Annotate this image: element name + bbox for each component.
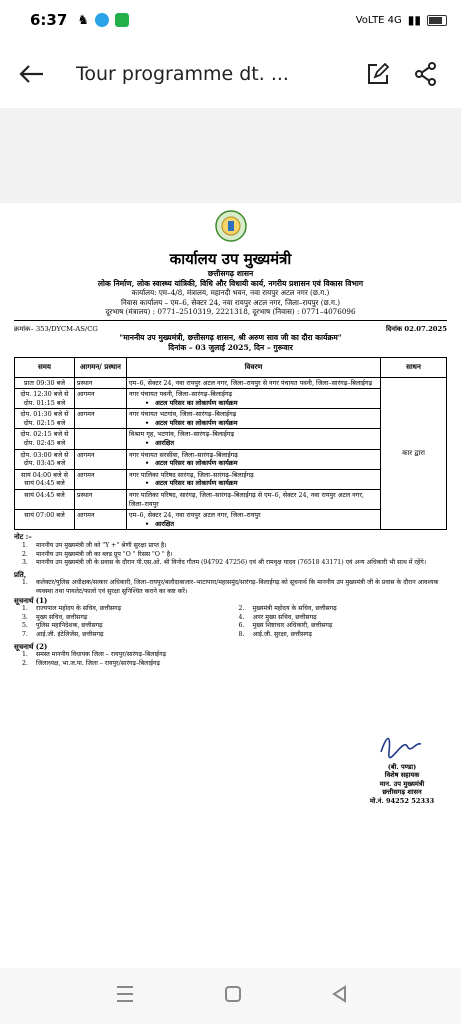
government-emblem-icon <box>214 209 248 243</box>
app-icon <box>95 13 109 27</box>
col-time-header: समय <box>15 357 75 377</box>
info2-label: सूचनार्थ (2) <box>14 641 48 651</box>
signal-icon: ▮▮ <box>407 13 421 27</box>
row-type: आगमन <box>75 409 127 429</box>
document-title: Tour programme dt. ... <box>76 63 289 85</box>
row-time: प्रातः 09:30 बजे <box>15 377 75 389</box>
divider <box>14 320 447 321</box>
col-type-header: आगमन/ प्रस्थान <box>75 357 127 377</box>
status-time: 6:37 <box>30 11 68 29</box>
info-text: मुख्य सचिव, छत्तीसगढ़ <box>36 613 88 621</box>
row-event: • अटल परिसर का लोकार्पण कार्यक्रम <box>129 479 378 488</box>
row-event: • अटल परिसर का लोकार्पण कार्यक्रम <box>129 459 378 468</box>
note-item: 1. माननीय उप मुख्यमंत्री जी को "Y +" श्रेणी सुरक्षा प्राप्त है। <box>22 542 167 549</box>
row-description: नगर पालिका परिषद, सारंगढ़, जिला–सारंगढ़–बिलाईगढ़ से एम–6, सेक्टर 24, नवा रायपुर अटल नगर, जिला–रायपुर <box>129 491 364 508</box>
row-details <box>127 429 381 449</box>
row-type: आगमन <box>75 389 127 409</box>
row-details <box>127 449 381 469</box>
reference-row <box>14 324 447 333</box>
row-type: आगमन <box>75 510 127 530</box>
reference-number: क्रमांक– 353/DYCM-AS/CG <box>14 324 98 333</box>
row-details <box>127 377 381 389</box>
vehicle-cell: कार द्वारा <box>381 377 447 530</box>
info-text: पुलिस महानिदेशक, छत्तीसगढ़ <box>36 622 103 630</box>
note-text: माननीय उप मुख्यमंत्री जी के प्रवास के दौरान पी.एस.ओ. श्री विनोद गौतम (94792 47256) एवं श्री रामवृक्ष यादव (76518 43171) एवं अन्य अधिकारी भी साथ में रहेंगे। <box>36 559 427 567</box>
document-viewer[interactable] <box>0 108 461 968</box>
signatory-office: मान. उप मुख्यमंत्री <box>379 779 425 788</box>
row-description: नगर पालिका परिषद सारंगढ़, जिला–सारंगढ़–बिलाईगढ़ <box>129 470 254 479</box>
info-text: मुख्य शिष्टाचार अधिकारी, छत्तीसगढ़ <box>252 622 333 630</box>
row-details <box>127 409 381 429</box>
row-time: दोप. 03:00 बजे से दोप. 03:45 बजे <box>15 449 75 469</box>
row-type <box>75 429 127 449</box>
info-item: 5. पुलिस महानिदेशक, छत्तीसगढ़ <box>22 622 103 630</box>
note-text: माननीय उप मुख्यमंत्री जी को "Y +" श्रेणी सुरक्षा प्राप्त है। <box>36 542 167 549</box>
row-type: आगमन <box>75 449 127 469</box>
notes-section <box>14 533 447 668</box>
table-row <box>15 377 447 389</box>
system-nav-bar <box>0 968 461 1024</box>
note-text: माननीय उप मुख्यमंत्री जी का ब्लड ग्रुप "O " रिसस "O " है। <box>36 550 173 558</box>
col-vehicle-header: साधन <box>381 357 447 377</box>
person-icon: ♞ <box>77 12 89 28</box>
program-date: दिनांक – 03 जुलाई 2025, दिन – गुरूवार <box>168 342 293 352</box>
table-header-row <box>15 357 447 377</box>
row-event: • आरक्षित <box>129 520 378 529</box>
back-arrow-icon[interactable] <box>18 64 48 84</box>
signature-block <box>357 730 447 806</box>
info1-list <box>14 605 447 639</box>
schedule-table <box>14 357 447 531</box>
row-event: • अटल परिसर का लोकार्पण कार्यक्रम <box>129 419 378 428</box>
row-details <box>127 469 381 489</box>
status-bar <box>0 0 461 40</box>
info-text: समस्त माननीय विधायक जिला – रायपुर/सारंगढ़–बिलाईगढ़ <box>36 651 167 659</box>
home-icon[interactable] <box>224 985 242 1007</box>
info-item: 1. राज्यपाल महोदय के सचिव, छत्तीसगढ़ <box>22 605 122 613</box>
row-details <box>127 490 381 510</box>
row-event: • आरक्षित <box>129 439 378 448</box>
row-time: सायं 07:00 बजे <box>15 510 75 530</box>
app-bar <box>0 40 461 108</box>
row-description: नगर पंचायत भटगांव, जिला–सारंगढ़–बिलाईगढ़ <box>129 410 237 419</box>
row-details <box>127 510 381 530</box>
row-description: एम–6, सेक्टर 24, नवा रायपुर अटल नगर, जिला–रायपुर <box>129 511 261 520</box>
signatory-title: विशेष सहायक <box>384 771 420 780</box>
office-name: कार्यालय उप मुख्यमंत्री <box>169 250 292 268</box>
signatory-name: (बी. पण्डा) <box>387 762 417 771</box>
row-description: नगर पंचायत पवनी, जिला–सारंगढ़–बिलाईगढ़ <box>129 390 233 399</box>
info-item: 1. समस्त माननीय विधायक जिला – रायपुर/सारंगढ़–बिलाईगढ़ <box>22 651 167 659</box>
info-text: जिलाध्यक्ष, भा.ज.पा. जिला – रायपुर/सारंगढ़–बिलाईगढ़ <box>36 659 160 667</box>
share-icon[interactable] <box>409 57 443 91</box>
status-right <box>356 13 447 27</box>
info-text: राज्यपाल महोदय के सचिव, छत्तीसगढ़ <box>36 605 122 613</box>
residence-address: निवास कार्यालय – एम–6, सेक्टर 24, नवा रायपुर अटल नगर, जिला–रायपुर (छ.ग.) <box>120 297 341 307</box>
info-item: 7. आई.जी. इंटेलिजेंस, छत्तीसगढ़ <box>22 630 104 638</box>
subject-line: "माननीय उप मुख्यमंत्री, छत्तीसगढ़ शासन, श्री अरुण साव जी का दौरा कार्यक्रम" <box>119 332 342 342</box>
row-details <box>127 389 381 409</box>
row-time: सायं 04:00 बजे से सायं 04:45 बजे <box>15 469 75 489</box>
info1-label: सूचनार्थ (1) <box>14 595 48 605</box>
info-item: 4. अपर मुख्य सचिव, छत्तीसगढ़ <box>238 613 317 621</box>
row-type: प्रस्थान <box>75 377 127 389</box>
row-description: एम–6, सेक्टर 24, नवा रायपुर अटल नगर, जिला–रायपुर से नगर पंचायत पवनी, जिला–सारंगढ़–बिलाईगढ़ <box>129 378 373 387</box>
info-text: अपर मुख्य सचिव, छत्तीसगढ़ <box>252 613 317 621</box>
note-item: 3. माननीय उप मुख्यमंत्री जी के प्रवास के दौरान पी.एस.ओ. श्री विनोद गौतम (94792 47256) एवं श्री रामवृक्ष यादव (76518 43171) एवं अन्य अधिकारी भी साथ में रहेंगे। <box>22 559 427 567</box>
info-item: 3. मुख्य सचिव, छत्तीसगढ़ <box>22 613 88 621</box>
copy-to-label: प्रति, <box>14 569 27 579</box>
office-address: कार्यालय: एम–4/8, मंत्रालय, महानदी भवन, नवा रायपुर अटल नगर (छ.ग.) <box>131 288 330 297</box>
notes-label: नोट :– <box>14 532 32 542</box>
row-description: विश्राम गृह, भटगांव, जिला–सारंगढ़–बिलाईगढ़ <box>129 430 235 439</box>
row-time: दोप. 02:15 बजे से दोप. 02:45 बजे <box>15 429 75 449</box>
copy-to-text: कलेक्टर/पुलिस अधीक्षक/सत्कार अधिकारी, जिला–रायपुर/बलौदाबाजार–भाटापारा/महासमुंद/सारंगढ़–बिलाईगढ़ को सूचनार्थ कि माननीय उप मुख्यमंत्री जी के प्रवास के दौरान आवश्यक व्यवस्था तथा पायलेट/फालो एवं सुरक्षा सुनिश्चित कराने का कष्ट करें। <box>36 579 439 595</box>
notification-icons <box>77 13 129 28</box>
letterhead <box>14 209 447 317</box>
signature-mark <box>377 730 427 760</box>
info-item: 6. मुख्य शिष्टाचार अधिकारी, छत्तीसगढ़ <box>238 622 333 630</box>
back-icon[interactable] <box>331 985 347 1007</box>
row-time: दोप. 01:30 बजे से दोप. 02:15 बजे <box>15 409 75 429</box>
row-type: आगमन <box>75 469 127 489</box>
network-label: VoLTE 4G <box>355 14 402 26</box>
info-text: आई.जी. सुरक्षा, छत्तीसगढ़ <box>252 630 313 638</box>
phone-numbers: दूरभाष (मंत्रालय) : 0771–2510319, 2221318, दूरभाष (निवास) : 0771–4076096 <box>105 307 356 316</box>
note-item: 2. माननीय उप मुख्यमंत्री जी का ब्लड ग्रुप "O " रिसस "O " है। <box>22 550 173 558</box>
reference-date: दिनांक 02.07.2025 <box>385 324 447 333</box>
row-time: सायं 04:45 बजे <box>15 490 75 510</box>
edit-icon[interactable] <box>361 57 395 91</box>
department-name: लोक निर्माण, लोक स्वास्थ्य यांत्रिकी, विधि और विधायी कार्य, नगरीय प्रशासन एवं विकास विभाग <box>97 278 364 288</box>
info-text: आई.जी. इंटेलिजेंस, छत्तीसगढ़ <box>36 630 104 638</box>
row-time: दोप. 12:30 बजे से दोप. 01:15 बजे <box>15 389 75 409</box>
info-text: मुख्यमंत्री महोदय के सचिव, छत्तीसगढ़ <box>252 605 337 613</box>
signatory-mobile: मो.नं. 94252 52333 <box>369 796 435 805</box>
info-item: 2. जिलाध्यक्ष, भा.ज.पा. जिला – रायपुर/सारंगढ़–बिलाईगढ़ <box>22 659 160 667</box>
shield-icon <box>115 13 129 27</box>
copy-to-item: 1. कलेक्टर/पुलिस अधीक्षक/सत्कार अधिकारी, जिला–रायपुर/बलौदाबाजार–भाटापारा/महासमुंद/सारंगढ़–बिलाईगढ़ को सूचनार्थ कि माननीय उप मुख्यमंत्री जी के प्रवास के दौरान आवश्यक व्यवस्था तथा पायलेट/फालो एवं सुरक्षा सुनिश्चित कराने का कष्ट करें। <box>22 579 439 595</box>
document-page <box>0 203 461 973</box>
row-description: नगर पंचायत सरसींवा, जिला–सारंगढ़–बिलाईगढ़ <box>129 450 238 459</box>
row-event: • अटल परिसर का लोकार्पण कार्यक्रम <box>129 399 378 408</box>
battery-icon <box>427 15 447 26</box>
info-item: 2. मुख्यमंत्री महोदय के सचिव, छत्तीसगढ़ <box>238 605 337 613</box>
col-details-header: विवरण <box>127 357 381 377</box>
info-item: 8. आई.जी. सुरक्षा, छत्तीसगढ़ <box>238 630 313 638</box>
recents-icon[interactable] <box>115 985 135 1007</box>
govt-name: छत्तीसगढ़ शासन <box>207 269 254 278</box>
row-type: प्रस्थान <box>75 490 127 510</box>
signatory-govt: छत्तीसगढ़ शासन <box>382 788 422 797</box>
